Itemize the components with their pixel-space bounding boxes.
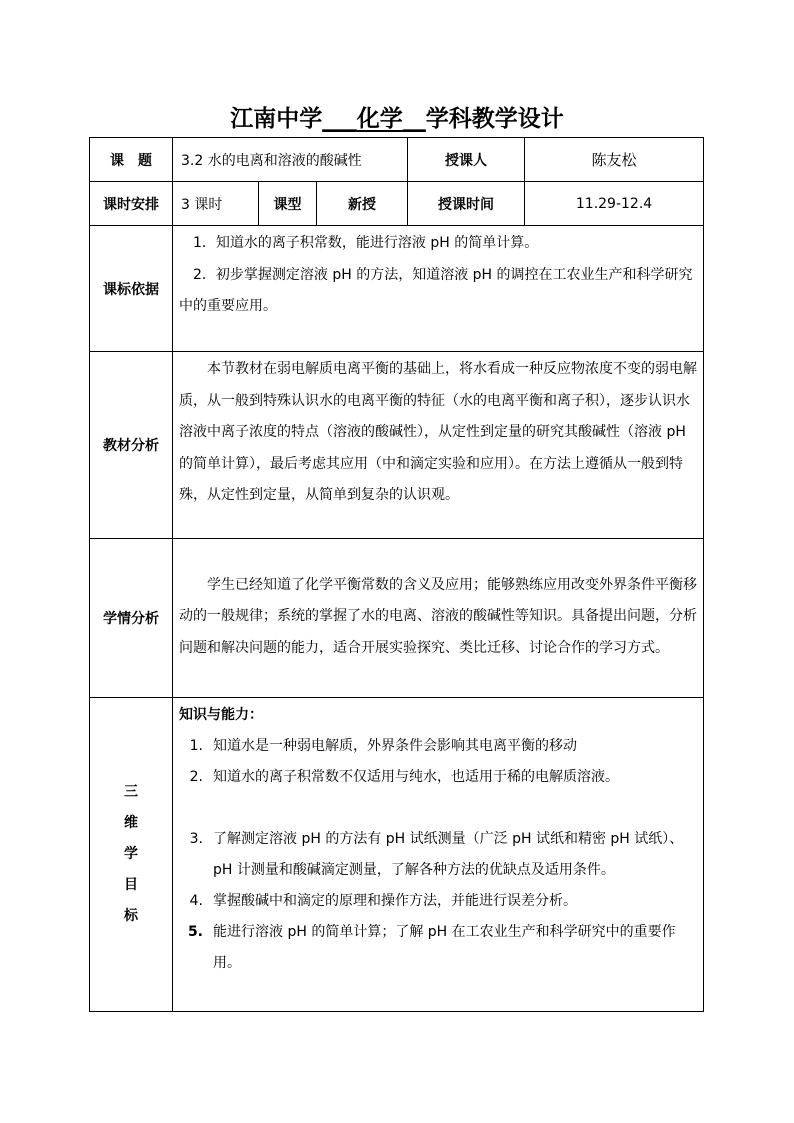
time-value: 11.29-12.4	[525, 182, 704, 226]
goal-item-3	[179, 824, 697, 886]
goal-text-5: 能进行溶液 pH 的简单计算；了解 pH 在工农业生产和科学研究中的重要作用。	[213, 924, 676, 971]
school-name: 江南中学	[230, 106, 323, 132]
row-textbook	[90, 352, 704, 539]
topic-value: 3.2 水的电离和溶液的酸碱性	[173, 138, 408, 182]
basis-content	[173, 226, 704, 352]
topic-label: 课 题	[90, 138, 173, 182]
type-value: 新授	[317, 182, 408, 226]
goals-label-char-2: 维	[124, 815, 138, 831]
textbook-label: 教材分析	[90, 352, 173, 539]
goal-text-3: 了解测定溶液 pH 的方法有 pH 试纸测量（广泛 pH 试纸和精密 pH 试纸）、pH 计测量和酸碱滴定测量，了解各种方法的优缺点及适用条件。	[213, 831, 684, 878]
goals-label-char-4: 目	[124, 877, 138, 893]
subject-name: 化学	[356, 106, 403, 132]
goal-text-1: 知道水是一种弱电解质，外界条件会影响其电离平衡的移动	[213, 738, 577, 754]
row-goals	[90, 698, 704, 1012]
students-label: 学情分析	[90, 539, 173, 698]
goals-label-char-5: 标	[124, 908, 138, 924]
teacher-value: 陈友松	[525, 138, 704, 182]
document-title	[0, 103, 794, 135]
goals-heading: 知识与能力：	[179, 707, 263, 723]
lesson-plan-table	[89, 137, 704, 1012]
goals-label-char-1: 三	[124, 784, 138, 800]
goal-item-2	[179, 762, 697, 793]
row-period	[90, 182, 704, 226]
row-topic	[90, 138, 704, 182]
period-label: 课时安排	[90, 182, 173, 226]
textbook-content	[173, 352, 704, 539]
goal-text-2: 知道水的离子积常数不仅适用与纯水，也适用于稀的电解质溶液。	[213, 769, 619, 785]
subject-blank	[322, 103, 426, 135]
goals-content	[173, 698, 704, 1012]
blank-left: ___	[322, 106, 357, 132]
goal-num-3: 3.	[189, 831, 203, 847]
goal-num-2: 2.	[189, 769, 203, 785]
goal-num-1: 1.	[189, 738, 203, 754]
goals-label-char-3: 学	[124, 846, 138, 862]
teacher-label: 授课人	[408, 138, 525, 182]
type-label: 课型	[259, 182, 317, 226]
goal-item-1	[179, 731, 697, 762]
basis-label: 课标依据	[90, 226, 173, 352]
goal-item-5	[179, 917, 697, 979]
goal-num-4: 4.	[189, 893, 203, 909]
textbook-text: 本节教材在弱电解质电离平衡的基础上，将水看成一种反应物浓度不变的弱电解质，从一般到特殊认识水的电离平衡的特征（水的电离平衡和离子积），逐步认识水溶液中离子浓度的特点（溶液的酸碱性），从定性到定量的研究其酸碱性（溶液 pH 的简单计算），最后考虑其应用（中和滴定实验和应用）。在方法上遵循从一般到特殊，从定性到定量，从简单到复杂的认识观。	[179, 361, 697, 503]
period-value: 3 课时	[173, 182, 259, 226]
basis-line-2: 2．初步掌握测定溶液 pH 的方法，知道溶液 pH 的调控在工农业生产和科学研究中的重要应用。	[179, 266, 693, 314]
goal-num-5: 5.	[187, 924, 203, 940]
students-text: 学生已经知道了化学平衡常数的含义及应用；能够熟练应用改变外界条件平衡移动的一般规律；系统的掌握了水的电离、溶液的酸碱性等知识。具备提出问题，分析问题和解决问题的能力，适合开展实验探究、类比迁移、讨论合作的学习方式。	[179, 576, 697, 656]
row-basis	[90, 226, 704, 352]
title-suffix: 学科教学设计	[425, 106, 564, 132]
goal-text-4: 掌握酸碱中和滴定的原理和操作方法，并能进行误差分析。	[213, 893, 577, 909]
time-label: 授课时间	[408, 182, 525, 226]
students-content	[173, 539, 704, 698]
basis-line-1: 1．知道水的离子积常数，能进行溶液 pH 的简单计算。	[193, 235, 539, 251]
blank-right: __	[402, 106, 426, 132]
row-students	[90, 539, 704, 698]
goal-item-4	[179, 886, 697, 917]
goals-label	[90, 698, 173, 1012]
